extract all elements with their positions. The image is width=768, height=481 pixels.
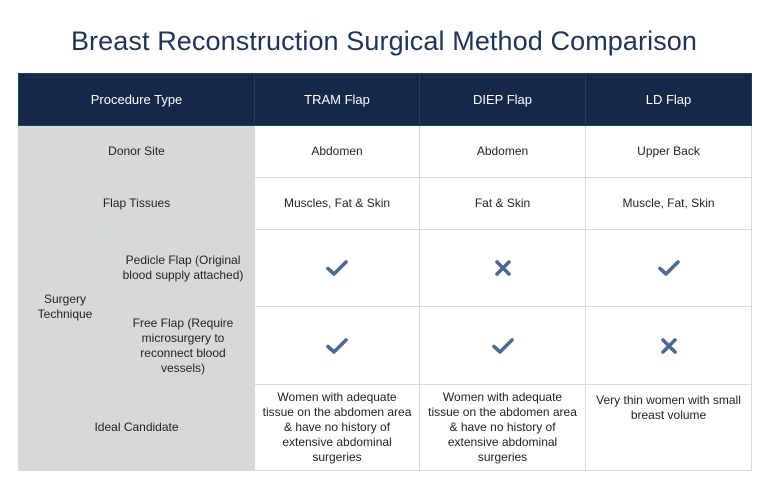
cell-tissues-ld: Muscle, Fat, Skin — [586, 178, 752, 230]
check-icon — [492, 337, 514, 355]
cell-ideal-tram: Women with adequate tissue on the abdomen area & have no history of extensive abdominal surgeries — [255, 385, 420, 471]
row-flap-tissues — [19, 178, 752, 230]
cell-donor-tram: Abdomen — [255, 126, 420, 178]
cell-free-ld — [586, 307, 752, 385]
row-donor-site — [19, 126, 752, 178]
header-tram-flap: TRAM Flap — [255, 74, 420, 126]
page-title: Breast Reconstruction Surgical Method Comparison — [70, 26, 698, 56]
row-label-flap-tissues: Flap Tissues — [19, 178, 255, 230]
row-label-pedicle-flap: Pedicle Flap (Original blood supply attached) — [112, 230, 255, 307]
cell-pedicle-diep — [420, 230, 586, 307]
header-procedure-type: Procedure Type — [19, 74, 255, 126]
row-label-donor-site: Donor Site — [19, 126, 255, 178]
cell-donor-ld: Upper Back — [586, 126, 752, 178]
cell-ideal-diep: Women with adequate tissue on the abdomen area & have no history of extensive abdominal surgeries — [420, 385, 586, 471]
row-ideal-candidate — [19, 385, 752, 471]
row-label-free-flap: Free Flap (Require microsurgery to reconnect blood vessels) — [112, 307, 255, 385]
cross-icon — [660, 337, 678, 355]
header-diep-flap: DIEP Flap — [420, 74, 586, 126]
cell-free-tram — [255, 307, 420, 385]
check-icon — [326, 259, 348, 277]
cell-free-diep — [420, 307, 586, 385]
cell-ideal-ld: Very thin women with small breast volume — [586, 385, 752, 471]
header-ld-flap: LD Flap — [586, 74, 752, 126]
comparison-table — [18, 73, 752, 471]
cell-pedicle-tram — [255, 230, 420, 307]
header-row — [19, 74, 752, 126]
cell-donor-diep: Abdomen — [420, 126, 586, 178]
cell-pedicle-ld — [586, 230, 752, 307]
row-label-ideal-candidate: Ideal Candidate — [19, 385, 255, 471]
row-free-flap — [19, 307, 752, 385]
cell-tissues-diep: Fat & Skin — [420, 178, 586, 230]
row-pedicle-flap — [19, 230, 752, 307]
row-label-surgery-technique: Surgery Technique — [19, 230, 112, 385]
check-icon — [326, 337, 348, 355]
cell-tissues-tram: Muscles, Fat & Skin — [255, 178, 420, 230]
check-icon — [658, 259, 680, 277]
cross-icon — [494, 259, 512, 277]
